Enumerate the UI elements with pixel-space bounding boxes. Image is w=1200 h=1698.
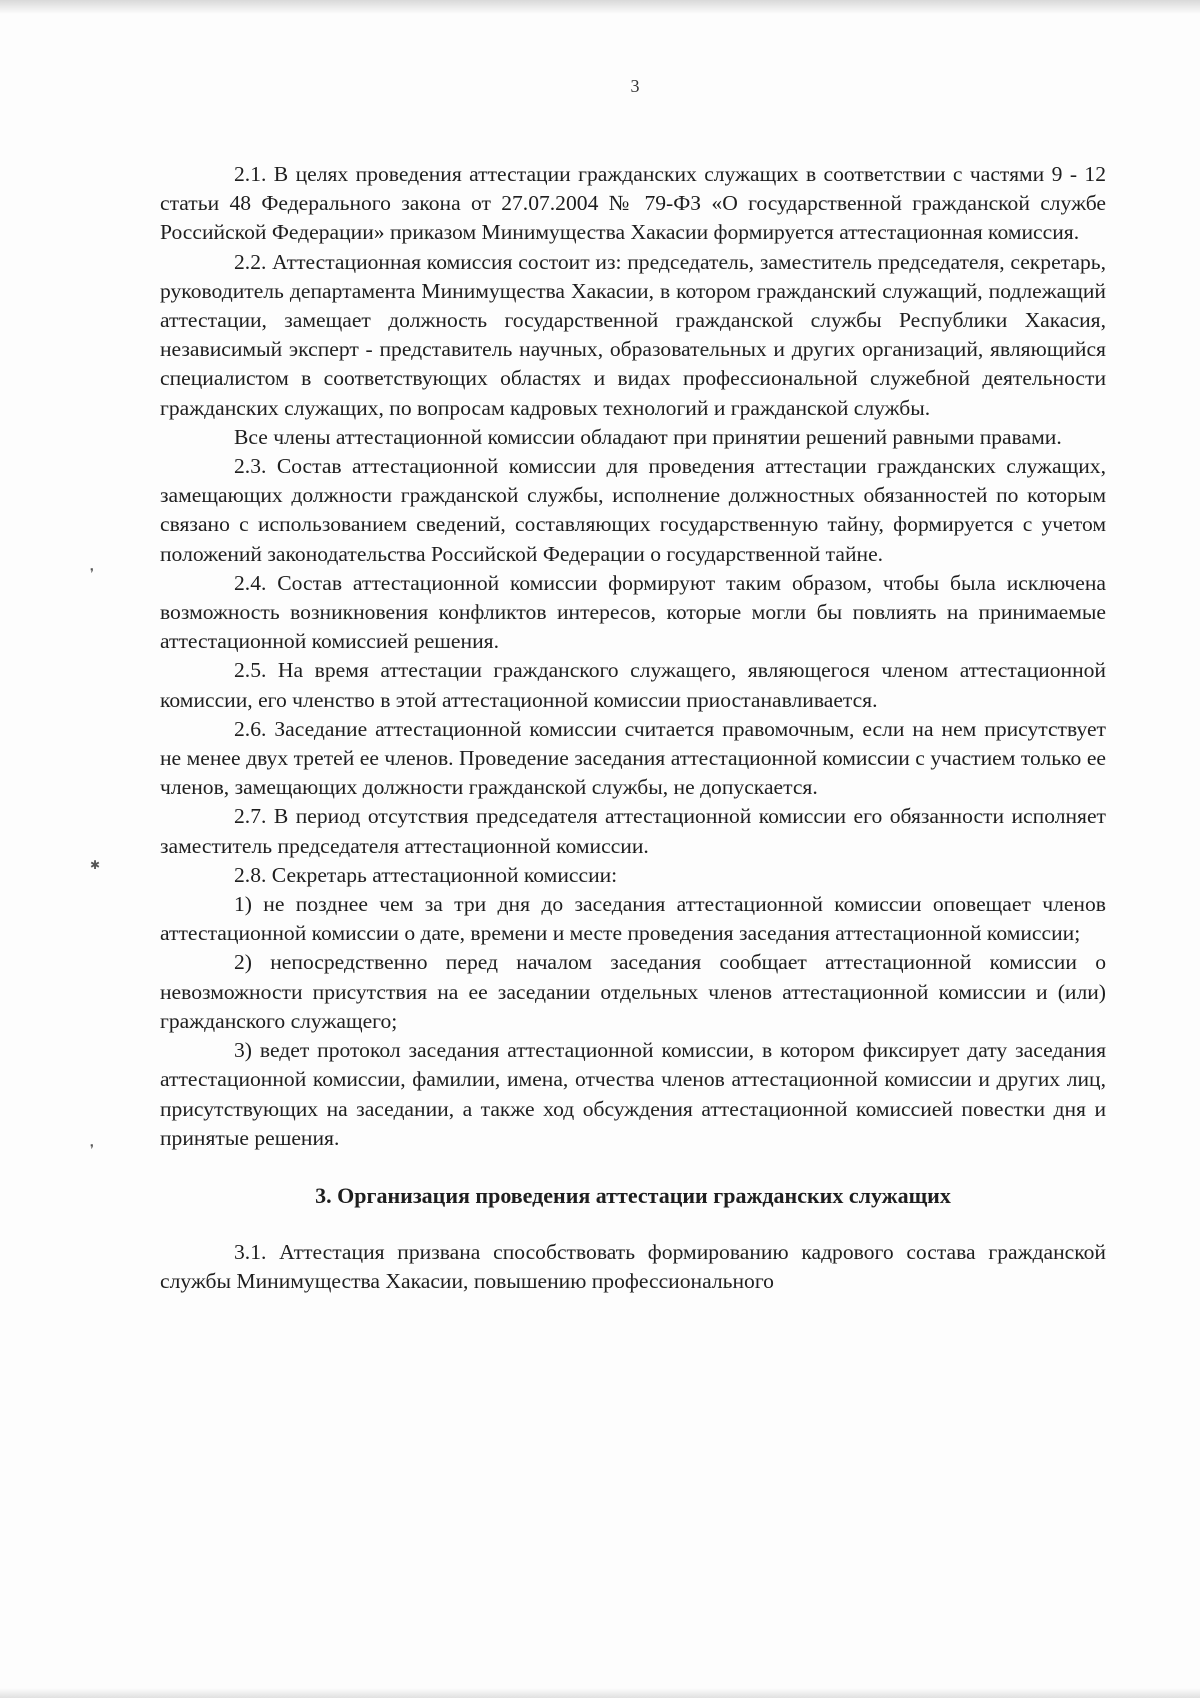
section-3-heading: 3. Организация проведения аттестации гражданских служащих [315,1182,951,1208]
paragraph-2-7: 2.7. В период отсутствия председателя аттестационной комиссии его обязанности исполняет заместитель председателя аттестационной комиссии. [160,804,1106,858]
scan-edge-bottom [0,1688,1200,1698]
paragraph-2-5: 2.5. На время аттестации гражданского служащего, являющегося членом аттестационной комиссии, его членство в этой аттестационной комиссии приостанавливается. [160,658,1106,712]
list-item-2: 2) непосредственно перед началом заседания сообщает аттестационной комиссии о невозможности присутствия на ее заседании отдельных членов аттестационной комиссии и (или) гражданского служащего; [160,950,1106,1033]
paragraph-2-4: 2.4. Состав аттестационной комиссии формируют таким образом, чтобы была исключена возможность возникновения конфликтов интересов, которые могли бы повлиять на принимаемые аттестационной комиссией решения. [160,570,1106,654]
document-body [160,160,1106,1297]
paragraph-2-2: 2.2. Аттестационная комиссия состоит из: председатель, заместитель председателя, секретарь, руководитель департамента Минимущества Хакасии, в котором гражданский служащий, подлежащий аттестации, замещает должность государственной гражданской службы Республики Хакасия, независимый эксперт - представитель научных, образовательных и других организаций, являющийся специалистом в соответствующих областях и видах профессиональной служебной деятельности гражданских служащих, по вопросам кадровых технологий и гражданской службы. [160,249,1106,420]
page-number: 3 [630,76,640,96]
margin-mark: ✱ [90,858,101,872]
paragraph-2-3: 2.3. Состав аттестационной комиссии для проведения аттестации гражданских служащих, замещающих должности гражданской службы, исполнение должностных обязанностей по которым связано с использованием сведений, составляющих государственную тайну, формируется с учетом положений законодательства Российской Федерации о государственной тайне. [160,454,1106,566]
list-item-3: 3) ведет протокол заседания аттестационной комиссии, в котором фиксирует дату заседания аттестационной комиссии, фамилии, имена, отчества членов аттестационной комиссии и других лиц, присутствующих на заседании, а также ход обсуждения аттестационной комиссией повестки дня и принятые решения. [160,1038,1106,1150]
margin-mark: ❜ [90,1142,94,1156]
paragraph-3-1: 3.1. Аттестация призвана способствовать формированию кадрового состава гражданской службы Минимущества Хакасии, повышению профессионального [160,1240,1106,1294]
margin-mark: ❜ [90,566,94,580]
list-item-1: 1) не позднее чем за три дня до заседания аттестационной комиссии оповещает членов аттестационной комиссии о дате, времени и месте проведения заседания аттестационной комиссии; [160,892,1106,946]
paragraph-2-6: 2.6. Заседание аттестационной комиссии считается правомочным, если на нем присутствует не менее двух третей ее членов. Проведение заседания аттестационной комиссии с участием только ее членов, замещающих должности гражданской службы, не допускается. [160,716,1106,800]
scan-edge-top [0,0,1200,14]
paragraph-equal-rights: Все члены аттестационной комиссии обладают при принятии решений равными правами. [234,424,1062,449]
paragraph-2-1: 2.1. В целях проведения аттестации гражданских служащих в соответствии с частями 9 - 12 статьи 48 Федерального закона от 27.07.2004 № 79-ФЗ «О государственной гражданской службе Российской Федерации» приказом Минимущества Хакасии формируется аттестационная комиссия. [160,162,1106,245]
paragraph-2-8: 2.8. Секретарь аттестационной комиссии: [234,862,618,887]
